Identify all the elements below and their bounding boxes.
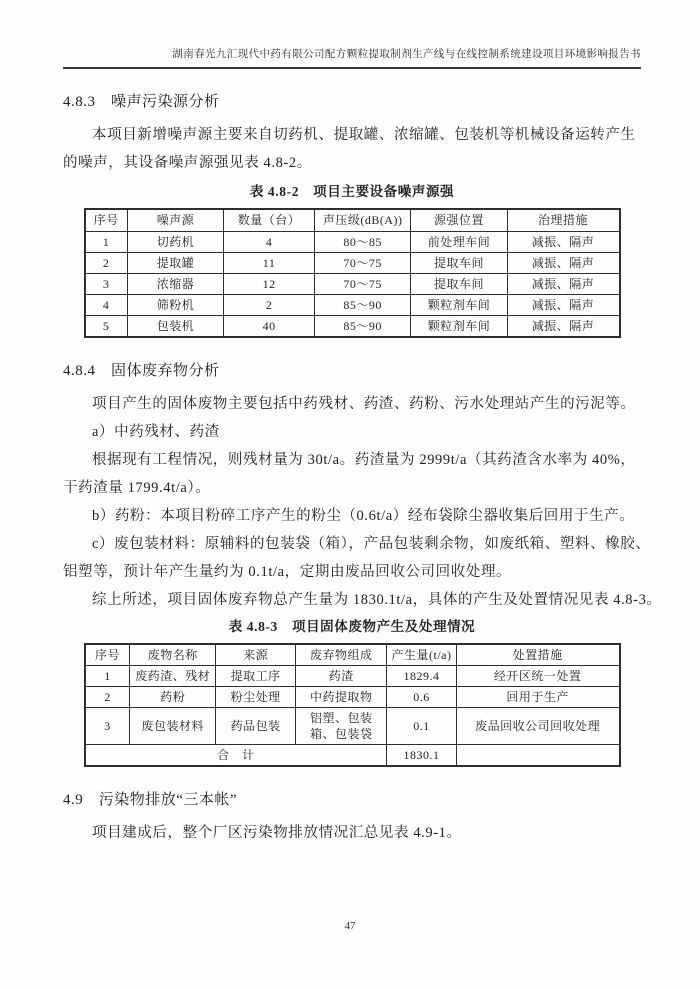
table-cell: 2 [85,252,128,273]
table-header-cell: 声压级(dB(A)) [315,209,411,231]
paragraph-line: 铝塑等，预计年产生量约为 0.1t/a，定期由废品回收公司回收处理。 [63,563,512,580]
table-cell: 2 [85,687,130,708]
header-title: 湖南春光九汇现代中药有限公司配方颗粒提取制剂生产线与在线控制系统建设项目环境影响报告书 [172,49,641,60]
total-value-cell: 1830.1 [387,745,457,767]
table-cell: 药渣 [296,666,387,687]
table-cell: 提取车间 [411,252,507,273]
table-cell: 2 [224,294,315,315]
table-cell: 70～75 [315,273,411,294]
table-cell: 药品包装 [216,708,296,745]
table-cell: 4 [224,231,315,252]
table-cell: 经开区统一处置 [456,666,619,687]
table-header-cell: 数量（台） [224,209,315,231]
paragraph-line: 的噪声，其设备噪声源强见表 4.8-2。 [63,155,312,171]
table-cell: 浓缩器 [127,273,223,294]
noise-source-table [84,208,621,338]
table-header-row [85,209,620,231]
table-header-cell: 源强位置 [411,209,507,231]
table-cell: 5 [85,315,128,337]
heading-4-9: 4.9 污染物排放“三本帐” [63,792,238,808]
table-cell: 前处理车间 [411,231,507,252]
list-item-b: b）药粉：本项目粉碎工序产生的粉尘（0.6t/a）经布袋除尘器收集后回用于生产。 [92,507,635,524]
table-cell: 1 [85,666,130,687]
table-cell: 筛粉机 [127,294,223,315]
table-cell: 1829.4 [387,666,457,687]
table-cell: 回用于生产 [456,687,619,708]
table-row [85,315,620,337]
table-cell: 3 [85,708,130,745]
table-cell: 中药提取物 [296,687,387,708]
table-header-cell: 序号 [85,209,128,231]
table-cell: 包装机 [127,315,223,337]
table-cell: 药粉 [130,687,216,708]
table-row [85,273,620,294]
paragraph-line: 干药渣量 1799.4t/a）。 [63,479,211,496]
paragraph-summary: 综上所述，项目固体废弃物总产生量为 1830.1t/a，具体的产生及处置情况见表 4.8-3。 [92,591,662,608]
table-cell: 粉尘处理 [216,687,296,708]
paragraph-line: 项目产生的固体废物主要包括中药残材、药渣、药粉、污水处理站产生的污泥等。 [92,395,636,412]
table-cell: 减振、隔声 [507,273,619,294]
table-total-row [85,745,620,767]
page-header [63,46,641,69]
table-cell: 0.1 [387,708,457,745]
table-header-cell: 序号 [85,644,130,666]
table-cell: 切药机 [127,231,223,252]
table-cell: 废药渣、残材 [130,666,216,687]
table-cell: 废品回收公司回收处理 [456,708,619,745]
table-cell: 80～85 [315,231,411,252]
table-cell: 提取工序 [216,666,296,687]
table-header-row [85,644,620,666]
table-cell: 提取罐 [127,252,223,273]
table-cell: 85～90 [315,294,411,315]
table-header-cell: 产生量(t/a) [387,644,457,666]
table-cell: 40 [224,315,315,337]
table-cell: 70～75 [315,252,411,273]
table-cell: 3 [85,273,128,294]
table-row [85,708,620,745]
table-cell: 颗粒剂车间 [411,315,507,337]
table-header-cell: 噪声源 [127,209,223,231]
paragraph-emission-summary [63,819,641,847]
table-header-cell: 处置措施 [456,644,619,666]
paragraph-noise-intro [63,121,641,177]
paragraph-line: 项目建成后，整个厂区污染物排放情况汇总见表 4.9-1。 [92,825,462,841]
table-cell: 废包装材料 [130,708,216,745]
table-row [85,231,620,252]
table-cell: 1 [85,231,128,252]
table-cell: 4 [85,294,128,315]
table-cell: 11 [224,252,315,273]
table-cell: 减振、隔声 [507,231,619,252]
list-item-a: a）中药残材、药渣 [92,423,220,440]
page-footer [0,920,700,932]
table-header-cell: 治理措施 [507,209,619,231]
table-row [85,252,620,273]
table-row [85,666,620,687]
table-header-cell: 废弃物组成 [296,644,387,666]
table-cell: 减振、隔声 [507,294,619,315]
table-cell: 85～90 [315,315,411,337]
table-header-cell: 废物名称 [130,644,216,666]
table-cell: 0.6 [387,687,457,708]
paragraph-line: 本项目新增噪声源主要来自切药机、提取罐、浓缩罐、包装机等机械设备运转产生 [92,127,636,143]
heading-4-8-3: 4.8.3 噪声污染源分析 [63,94,220,110]
table1-caption: 表 4.8-2 项目主要设备噪声源强 [249,184,455,199]
page-content [63,92,662,847]
table-cell: 提取车间 [411,273,507,294]
table-header-cell: 来源 [216,644,296,666]
table-cell: 减振、隔声 [507,252,619,273]
table2-caption: 表 4.8-3 项目固体废物产生及处理情况 [228,618,476,634]
table-row [85,294,620,315]
heading-4-8-4: 4.8.4 固体废弃物分析 [63,362,220,379]
paragraph-solid-waste [63,390,662,614]
table-cell: 颗粒剂车间 [411,294,507,315]
total-label-cell: 合 计 [85,745,387,767]
table-cell: 12 [224,273,315,294]
page-number: 47 [344,920,356,932]
paragraph-line: 根据现有工程情况，则残材量为 30t/a。药渣量为 2999t/a（其药渣含水率为 40%， [92,451,636,468]
empty-cell [456,745,619,767]
table-row [85,687,620,708]
list-item-c: c）废包装材料：原辅料的包装袋（箱），产品包装剩余物，如废纸箱、塑料、橡胶、 [92,535,651,552]
solid-waste-table [84,643,621,768]
table-cell: 减振、隔声 [507,315,619,337]
table-cell: 铝塑、包装箱、包装袋 [296,708,387,745]
